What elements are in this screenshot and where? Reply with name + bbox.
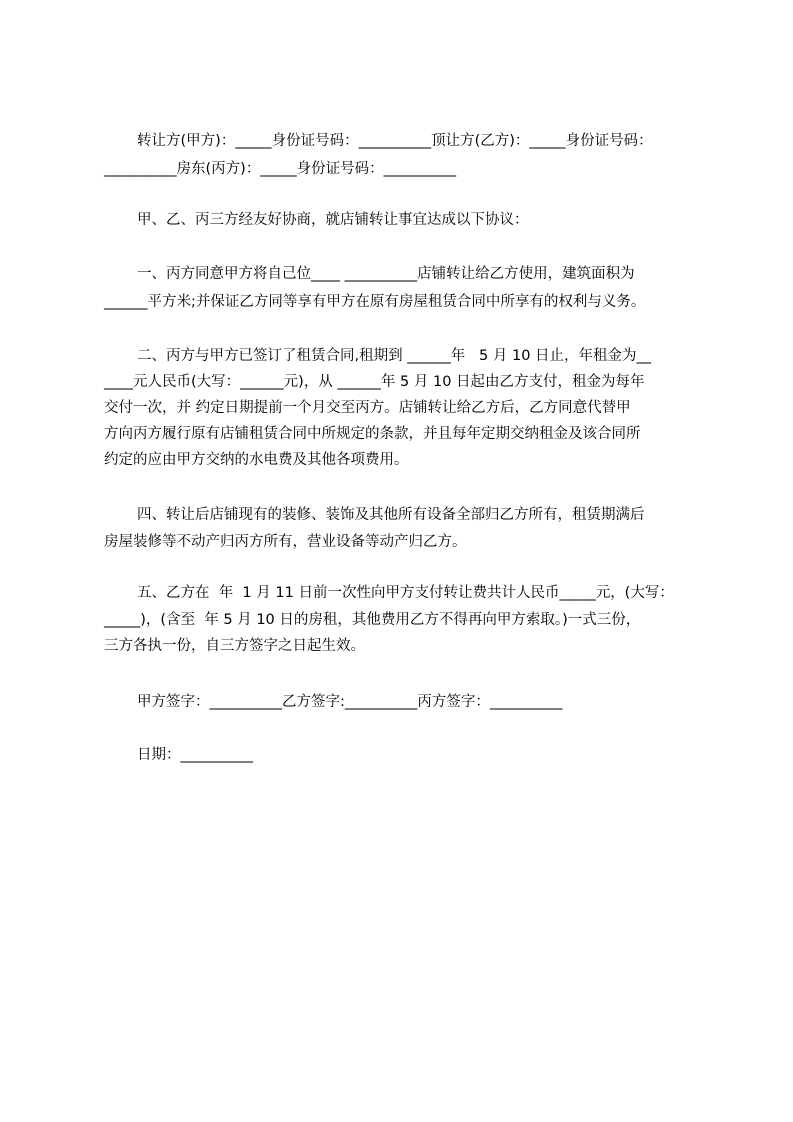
parties-line-2: __________房东(丙方)：_____身份证号码：__________ (104, 161, 457, 177)
date-line: 日期：__________ (137, 747, 253, 763)
clause-2-line-4: 方向丙方履行原有店铺租赁合同中所规定的条款，并且每年定期交纳租金及该合同所 (104, 426, 641, 442)
clause-2-line-5: 约定的应由甲方交纳的水电费及其他各项费用。 (104, 452, 409, 468)
clause-2-line-1: 二、丙方与甲方已签订了租赁合同,租期到 ______年 5 月 10 日止，年租金为__ (137, 348, 652, 364)
clause-5-line-2: _____)，(含至 年 5 月 10 日的房租，其他费用乙方不得再向甲方索取。)一式三份， (104, 612, 641, 628)
clause-1-line-2: ______平方米;并保证乙方同等享有甲方在原有房屋租赁合同中所享有的权利与义务。 (104, 294, 646, 310)
clause-2-line-3: 交付一次，并 约定日期提前一个月交至丙方。店铺转让给乙方后，乙方同意代替甲 (104, 400, 631, 416)
signature-line: 甲方签字：__________乙方签字:__________丙方签字：__________ (137, 694, 563, 710)
parties-line-1: 转让方(甲方)：_____身份证号码：__________顶让方(乙方)：_____身份证号码： (137, 133, 653, 149)
clause-4-line-2: 房屋装修等不动产归丙方所有，营业设备等动产归乙方。 (104, 534, 467, 550)
clause-5-line-1: 五、乙方在 年 1 月 11 日前一次性向甲方支付转让费共计人民币_____元，(大写： (137, 585, 674, 601)
clause-5-line-3: 三方各执一份，自三方签字之日起生效。 (104, 638, 365, 654)
intro-paragraph: 甲、乙、丙三方经友好协商，就店铺转让事宜达成以下协议： (137, 212, 529, 228)
clause-2-line-2: ____元人民币(大写：______元)，从 ______年 5 月 10 日起由乙方支付，租金为每年 (104, 374, 645, 390)
clause-1-line-1: 一、丙方同意甲方将自己位____ __________店铺转让给乙方使用，建筑面积为 (137, 266, 635, 282)
clause-4-line-1: 四、转让后店铺现有的装修、装饰及其他所有设备全部归乙方所有，租赁期满后 (137, 507, 645, 523)
